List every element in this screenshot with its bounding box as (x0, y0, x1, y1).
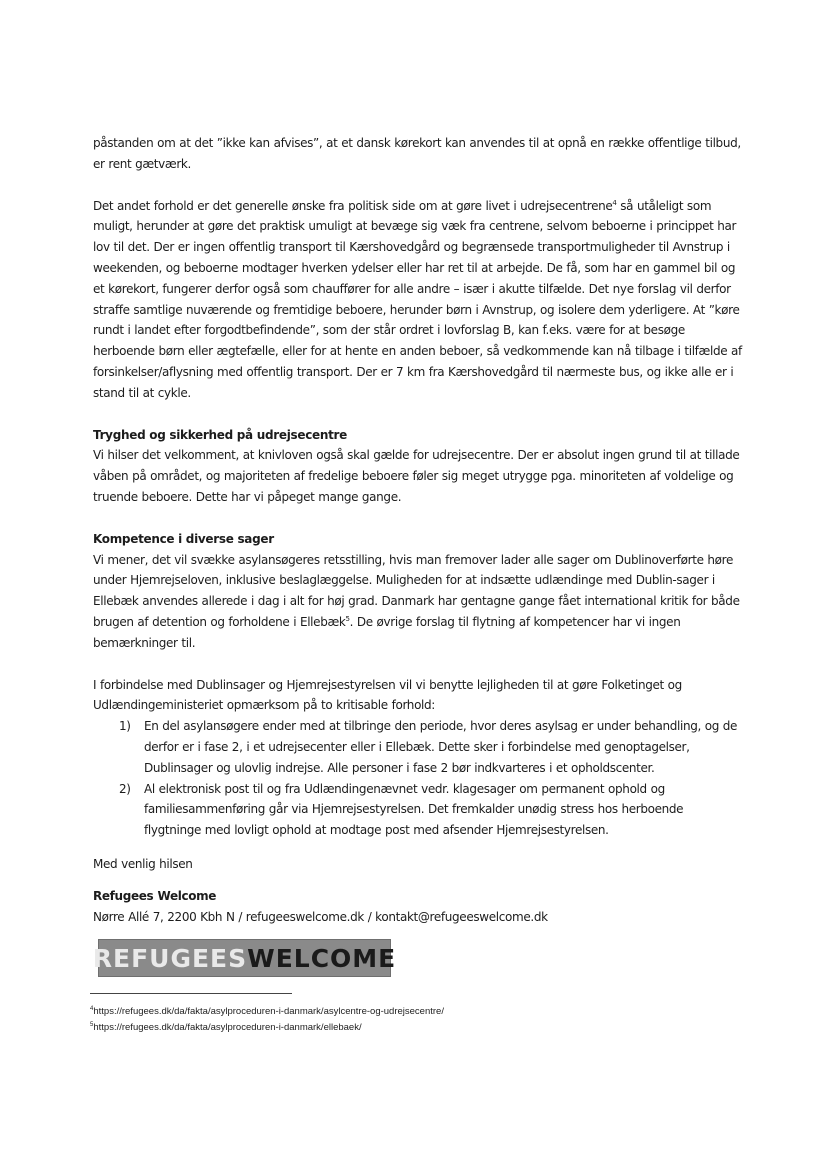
spacer (93, 654, 743, 675)
paragraph-second-issue (93, 196, 743, 404)
logo-word-refugees: REFUGEES (92, 943, 248, 973)
footnote (90, 1004, 770, 1020)
contact-line: Nørre Allé 7, 2200 Kbh N / refugeeswelcome.dk / kontakt@refugeeswelcome.dk (93, 909, 548, 924)
footnotes (90, 1004, 770, 1036)
list-item (93, 779, 743, 841)
list-item (93, 716, 743, 778)
footnote-number: 5 (90, 1021, 94, 1028)
footnote-ref: 5 (345, 614, 350, 623)
paragraph-dublin: I forbindelse med Dublinsager og Hjemrejsestyrelsen vil vi benytte lejligheden til at gøre Folketinget og Udlændingeministeriet opmærksom på to kritisable forhold: (93, 677, 682, 713)
list-number: 2) (119, 781, 131, 796)
footnote-divider (90, 993, 292, 994)
section-heading-competence: Kompetence i diverse sager (93, 531, 274, 546)
list-text: En del asylansøgere ender med at tilbringe den periode, hvor deres asylsag er under behandling, og de derfor er i fase 2, i et udrejsecenter eller i Ellebæk. Dette sker i forbindelse med genoptagelser, Dublinsager og ulovlig indrejse. Alle personer i fase 2 bør indkvarteres i et opholdscenter. (144, 719, 738, 775)
letter-body (93, 133, 743, 927)
logo-word-welcome: WELCOME (247, 943, 397, 973)
paragraph-intro: påstanden om at det ”ikke kan afvises”, at et dansk kørekort kan anvendes til at opnå en række offentlige tilbud, er rent gætværk. (93, 136, 741, 171)
paragraph-competence (93, 550, 743, 654)
spacer (93, 841, 743, 854)
section-heading-safety: Tryghed og sikkerhed på udrejsecentre (93, 427, 347, 442)
footnote-link[interactable]: https://refugees.dk/da/fakta/asylproceduren-i-danmark/ellebaek/ (93, 1022, 362, 1033)
logo-text (93, 944, 397, 973)
list-text: Al elektronisk post til og fra Udlændingenævnet vedr. klagesager om permanent ophold og familiesammenføring går via Hjemrejsestyrelsen. Det fremkalder unødig stress hos herboende flygtninge med lovligt ophold at modtage post med afsender Hjemrejsestyrelsen. (144, 781, 684, 838)
paragraph-safety: Vi hilser det velkomment, at knivloven også skal gælde for udrejsecentre. Der er absolut ingen grund til at tillade våben på området, og majoriteten af fredelige beboere føler sig meget utrygge pga. minoriteten af voldelige og truende beboere. Dette har vi påpeget mange gange. (93, 448, 740, 504)
spacer (93, 175, 743, 196)
spacer (93, 404, 743, 425)
spacer (93, 508, 743, 529)
list-number: 1) (119, 719, 131, 734)
issues-list (93, 716, 743, 841)
closing-greeting: Med venlig hilsen (93, 856, 193, 871)
signature-org: Refugees Welcome (93, 888, 217, 903)
footnote (90, 1020, 770, 1036)
paragraph-text: så utåleligt som muligt, herunder at gøre det praktisk umuligt at bevæge sig væk fra centrene, selvom beboerne i princippet har lov til det. Der er ingen offentlig transport til Kærshovedgård og begrænsede transportmuligheder til Avnstrup i weekenden, og beboerne modtager hverken ydelser eller har ret til at arbejde. De få, som har en gammel bil og et kørekort, fungerer derfor også som chauffører for alle andre – især i akutte tilfælde. Det nye forslag vil derfor straffe samtlige nuværende og fremtidige beboere, herunder børn i Avnstrup, og isolere dem yderligere. At ”køre rundt i landet efter forgodtbefindende”, som der står ordret i lovforslag B, kan f.eks. være for at besøge herboende børn eller ægtefælle, eller for at hente en anden beboer, så vedkommende kan nå tilbage i tilfælde af forsinkelser/aflysning med offentlig transport. Der er 7 km fra Kærshovedgård til nærmeste bus, og ikke alle er i stand til at cykle. (93, 198, 742, 400)
paragraph-text: . De øvrige forslag til flytning af kompetencer har vi ingen bemærkninger til. (93, 614, 681, 650)
spacer (93, 875, 743, 886)
footnote-ref: 4 (612, 198, 617, 207)
refugees-welcome-logo (92, 939, 397, 977)
paragraph-text: Vi mener, det vil svække asylansøgeres retsstilling, hvis man fremover lader alle sager om Dublinoverførte høre under Hjemrejseloven, inklusive beslaglæggelse. Muligheden for at indsætte udlændinge med Dublin-sager i Ellebæk anvendes allerede i dag i alt for høj grad. Danmark har gentagne gange fået international kritik for både brugen af detention og forholdene i Ellebæk (93, 552, 740, 629)
paragraph-text: Det andet forhold er det generelle ønske fra politisk side om at gøre livet i udrejsecentrene (93, 198, 613, 213)
footnote-number: 4 (90, 1005, 94, 1012)
footnote-link[interactable]: https://refugees.dk/da/fakta/asylproceduren-i-danmark/asylcentre-og-udrejsecentre/ (93, 1006, 444, 1017)
